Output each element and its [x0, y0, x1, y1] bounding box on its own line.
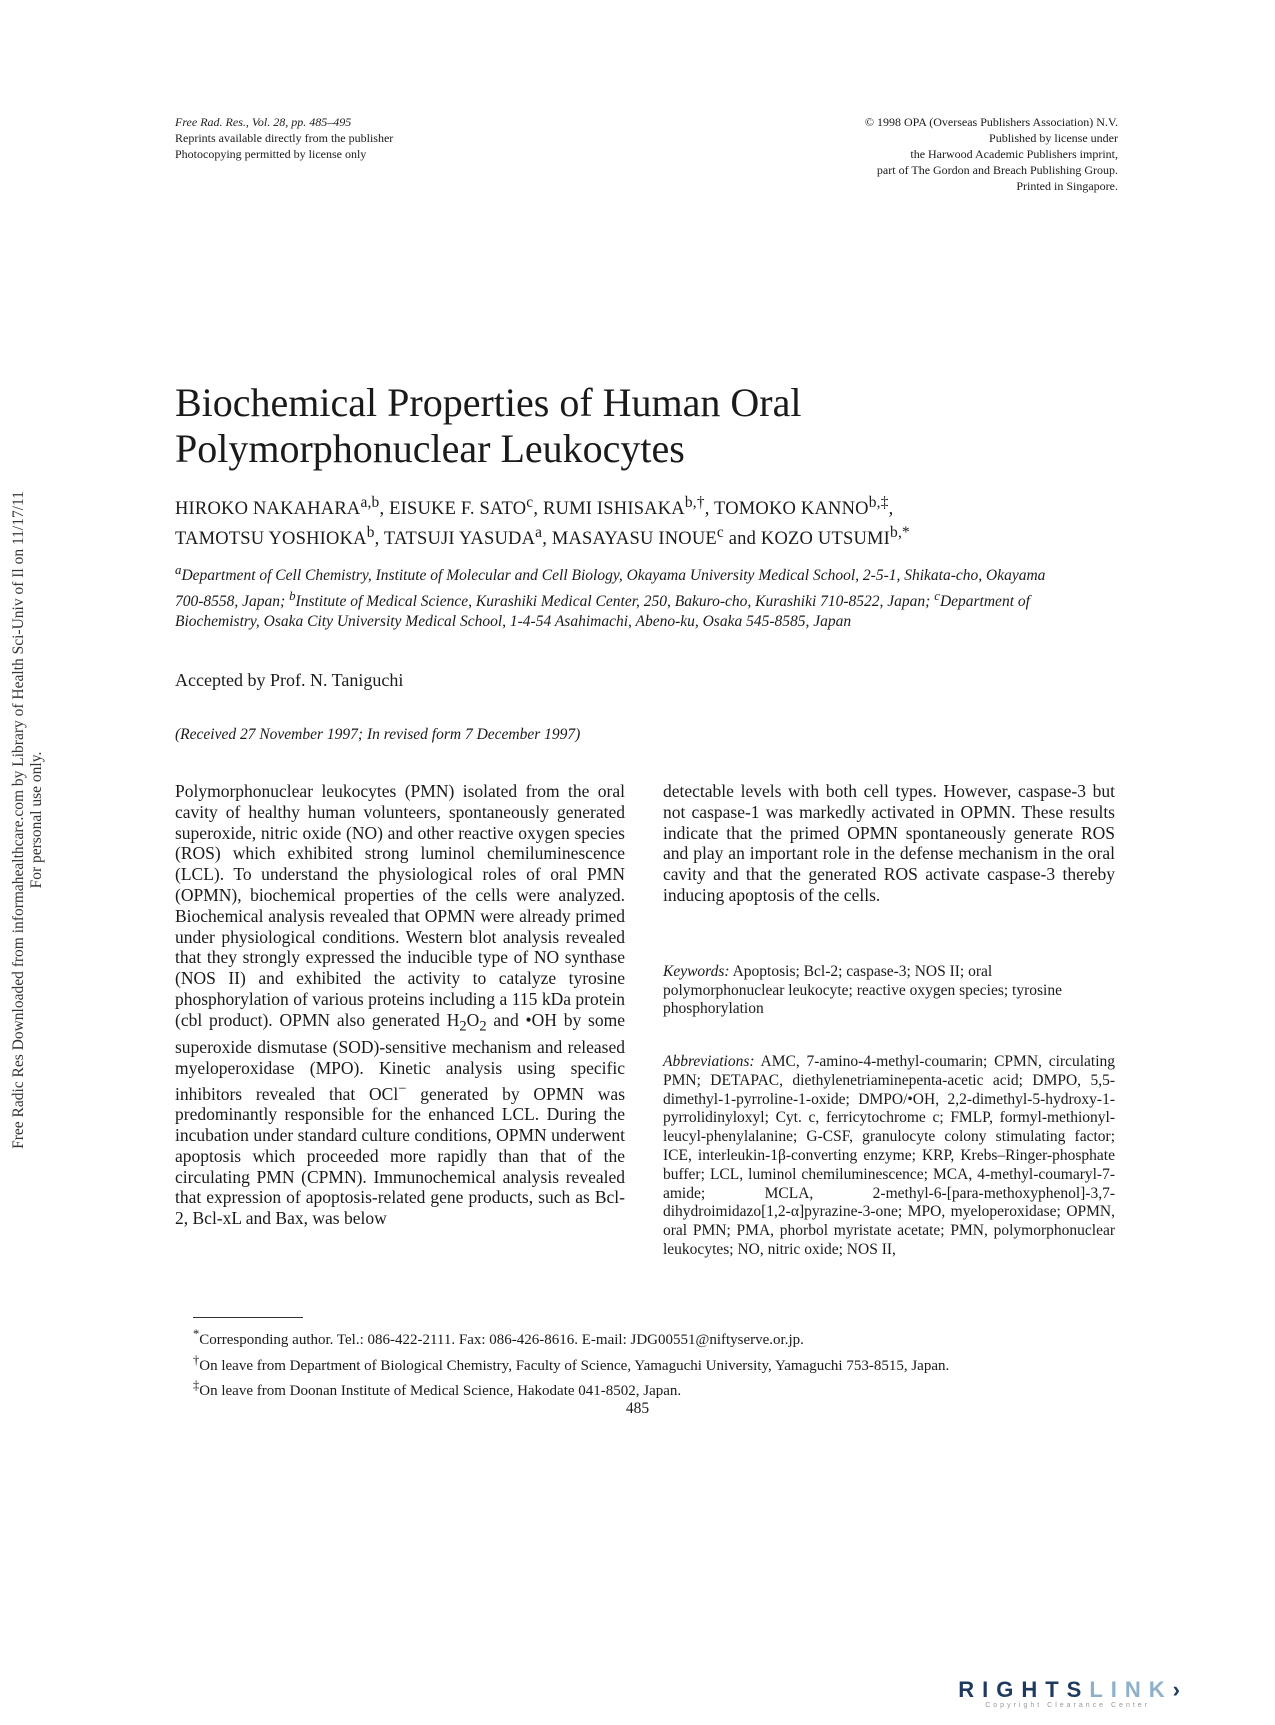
footnote: [193, 1351, 1123, 1377]
author-affil-mark: b,†: [684, 494, 705, 511]
copyright-notice: [698, 114, 1118, 194]
abstract-left-column: [175, 781, 625, 1229]
keywords-label: Keywords:: [663, 963, 730, 980]
watermark-line: Free Radic Res Downloaded from informahealthcare.com by Library of Health Sci-Univ of Il on 11/17/11: [10, 491, 27, 1149]
author-affil-mark: b,*: [890, 524, 910, 542]
footnote-mark: *: [193, 1327, 200, 1341]
title-line: Polymorphonuclear Leukocytes: [175, 426, 685, 471]
abstract-right-column: detectable levels with both cell types. However, caspase-3 but not caspase-1 was markedly activated in OPMN. These results indicate that the primed OPMN spontaneously generate ROS and play an important role in the defense mechanism in the oral cavity and that the generated ROS activate caspase-3 thereby inducing apoptosis of the cells.: [663, 781, 1115, 905]
affiliation-text: Department of Biochemistry, Osaka City University Medical School, 1-4-54 Asahimachi, Abeno-ku, Osaka 545-8585, Japan: [175, 593, 1030, 631]
copyright-line: Printed in Singapore.: [1016, 179, 1118, 193]
author-affil-mark: c: [716, 524, 724, 542]
title-line: Biochemical Properties of Human Oral: [175, 380, 802, 425]
chem-subscript: 2: [459, 1018, 467, 1035]
keywords: [663, 963, 1115, 1019]
rightslink-logo: [958, 1677, 1180, 1703]
copyright-line: © 1998 OPA (Overseas Publishers Association) N.V.: [864, 115, 1118, 129]
copyright-line: part of The Gordon and Breach Publishing Group.: [876, 163, 1118, 177]
footnote-mark: ‡: [193, 1378, 200, 1392]
author-affil-mark: c: [526, 494, 534, 511]
author: TAMOTSU YOSHIOKA: [175, 529, 367, 550]
accepted-by: Accepted by Prof. N. Taniguchi: [175, 670, 404, 690]
author-affil-mark: b: [366, 524, 375, 542]
affil-mark: c: [934, 588, 940, 604]
download-watermark: [10, 410, 46, 1230]
logo-link: LINK: [1089, 1677, 1173, 1702]
footnote-text: On leave from Doonan Institute of Medical Science, Hakodate 041-8502, Japan.: [199, 1383, 682, 1399]
logo-rights: RIGHTS: [958, 1677, 1090, 1702]
affiliation-text: Department of Cell Chemistry, Institute of Molecular and Cell Biology, Okayama University Medical School, 2-5-1, Shikata-cho, Okayama 700-8558, Japan;: [175, 567, 1046, 611]
chem-h: H: [446, 1009, 460, 1030]
copyright-line: Published by license under: [989, 131, 1118, 145]
abbreviations: [663, 1053, 1115, 1260]
footnote-text: On leave from Department of Biological Chemistry, Faculty of Science, Yamaguchi University, Yamaguchi 753-8515, Japan.: [199, 1357, 950, 1374]
abstract-text: Polymorphonuclear leukocytes (PMN) isolated from the oral cavity of healthy human volunteers, spontaneously generated superoxide, nitric oxide (NO) and other reactive oxygen species (ROS) which exhibited strong luminol chemiluminescence (LCL). To understand the physiological roles of oral PMN (OPMN), biochemical properties of the cells were analyzed. Biochemical analysis revealed that OPMN were already primed under physiological conditions. Western blot analysis revealed that they strongly expressed the inducible type of NO synthase (NOS II) and exhibited the activity to catalyze tyrosine phosphorylation of various proteins including a 115 kDa protein (cbl product). OPMN also generated: [175, 781, 625, 1030]
footnotes: [193, 1325, 1123, 1402]
author: EISUKE F. SATO: [389, 499, 527, 520]
copyright-line: the Harwood Academic Publishers imprint,: [910, 147, 1118, 161]
journal-citation: [175, 114, 595, 162]
article-title: [175, 380, 1075, 472]
keywords-text: Apoptosis; Bcl-2; caspase-3; NOS II; oral polymorphonuclear leukocyte; reactive oxygen species; tyrosine phosphorylation: [663, 963, 1062, 1017]
page-number: 485: [625, 1400, 650, 1417]
journal-line: Free Rad. Res., Vol. 28, pp. 485–495: [175, 115, 352, 129]
footnote-mark: †: [193, 1352, 200, 1367]
affiliations: [175, 560, 1075, 632]
abstract-text: generated by OPMN was predominantly responsible for the enhanced LCL. During the incubation under standard culture conditions, OPMN underwent apoptosis which proceeded more rapidly than that of the circulating PMN (CPMN). Immunochemical analysis revealed that expression of apoptosis-related gene products, such as Bcl-2, Bcl-xL and Bax, was below: [175, 1083, 626, 1229]
affiliation-text: Institute of Medical Science, Kurashiki Medical Center, 250, Bakuro-cho, Kurashiki 710-8522, Japan;: [295, 593, 935, 611]
author-affil-mark: b,‡: [868, 494, 889, 511]
author: MASAYASU INOUE: [551, 529, 717, 550]
logo-arrow-icon: ›: [1172, 1677, 1180, 1702]
logo-subtitle: Copyright Clearance Center: [985, 1702, 1150, 1709]
affil-mark: b: [289, 588, 296, 604]
chem-o: O: [466, 1009, 480, 1030]
charge-superscript: −: [398, 1080, 407, 1097]
author: KOZO UTSUMI: [760, 529, 891, 550]
abstract-text: and •OH by some superoxide dismutase (SOD)-sensitive mechanism and released myeloperoxidase (MPO). Kinetic analysis using specific inhibitors revealed that OCl: [175, 1009, 625, 1104]
watermark-line: For personal use only.: [28, 751, 45, 889]
footnote-divider: [193, 1317, 303, 1318]
author-conjunction: and: [728, 529, 757, 550]
abbreviations-label: Abbreviations:: [663, 1053, 755, 1070]
journal-line: Photocopying permitted by license only: [175, 147, 367, 161]
author-affil-mark: a: [535, 524, 543, 542]
author-affil-mark: a,b: [360, 494, 380, 511]
footnote: [193, 1325, 1123, 1351]
chem-subscript: 2: [479, 1018, 487, 1035]
author: TOMOKO KANNO: [714, 499, 869, 520]
received-dates: (Received 27 November 1997; In revised form 7 December 1997): [175, 726, 581, 743]
abbreviations-text: AMC, 7-amino-4-methyl-coumarin; CPMN, circulating PMN; DETAPAC, diethylenetriaminepenta-acetic acid; DMPO, 5,5-dimethyl-1-pyrroline-1-oxide; DMPO/•OH, 2,2-dimethyl-5-hydroxy-1-pyrrolidinyloxyl; Cyt. c, ferricytochrome c; FMLP, formyl-methionyl-leucyl-phenylalanine; G-CSF, granulocyte colony stimulating factor; ICE, interleukin-1β-converting enzyme; KRP, Krebs–Ringer-phosphate buffer; LCL, luminol chemiluminescence; MCA, 4-methyl-coumaryl-7-amide; MCLA, 2-methyl-6-[para-methoxyphenol]-3,7-dihydroimidazo[1,2-α]pyrazine-3-one; MPO, myeloperoxidase; OPMN, oral PMN; PMA, phorbol myristate acetate; PMN, polymorphonuclear leukocytes; NO, nitric oxide; NOS II,: [663, 1053, 1115, 1258]
footnote: [193, 1376, 1123, 1402]
author: RUMI ISHISAKA: [542, 499, 685, 520]
journal-line: Reprints available directly from the publisher: [175, 131, 394, 145]
author: HIROKO NAKAHARA: [175, 499, 361, 520]
footnote-text: Corresponding author. Tel.: 086-422-2111. Fax: 086-426-8616. E-mail: JDG00551@niftyserve.or.jp.: [199, 1332, 804, 1348]
author-list: HIROKO NAKAHARA$^{a,b}$, EISUKE F. SATO$^c$, RUMI $ISHISAKA^{b,\dagger}$, TOMOKO $KANNO^{b,\ddagger}$, TAMOTSU YOSHIOKA$^b$, TATSUJI YASUDA$^a$, MASAYASU INOUE$^c$ and KOZO $UTSUMI^{b,*}$: [175, 494, 910, 550]
affil-mark: a: [175, 562, 182, 577]
author: TATSUJI YASUDA: [383, 529, 536, 550]
